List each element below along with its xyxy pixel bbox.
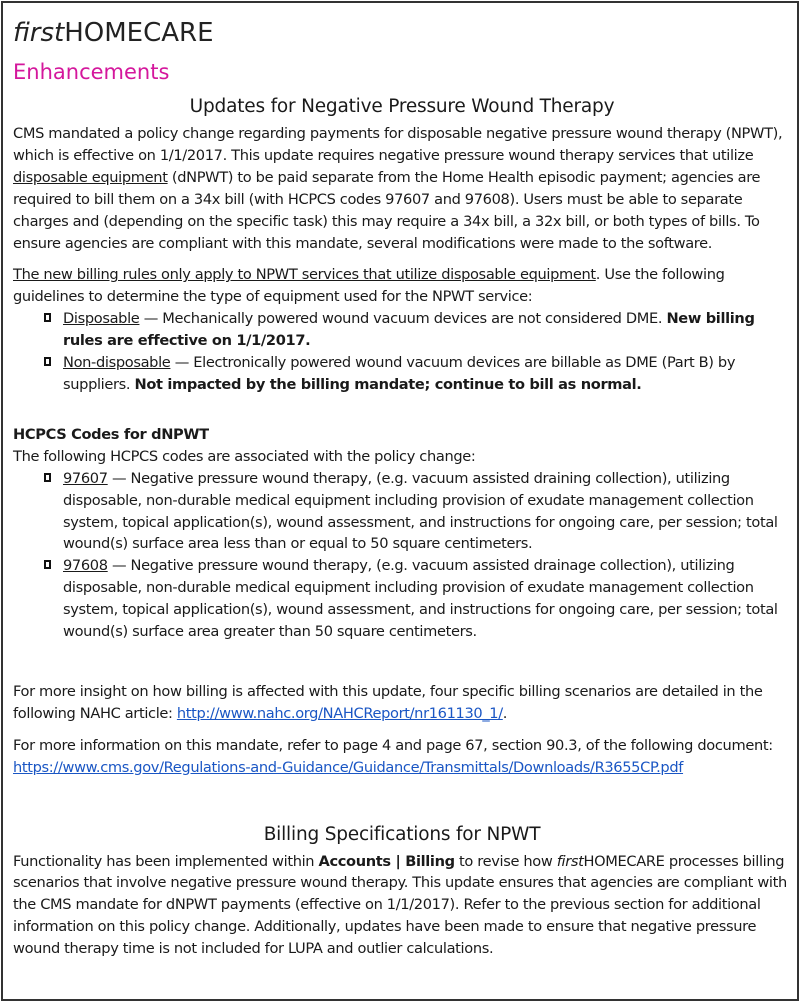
bullet-box-icon <box>44 357 51 366</box>
hcpcs-heading: HCPCS Codes for dNPWT <box>13 425 209 443</box>
list-item-non-disposable: Non-disposable — Electronically powered wound vacuum devices are billable as DME (Part B) by suppliers. Not impacted by the billing mandate; continue to bill as normal. <box>13 352 791 396</box>
section-title-billing: Billing Specifications for NPWT <box>263 823 541 845</box>
list-item-97608: 97608 — Negative pressure wound therapy, (e.g. vacuum assisted drainage collection), utilizing disposable, non-durable medical equipment including provision of exudate management collection system, topical application(s), wound assessment, and instructions for ongoing care, per session; total wound(s) surface area greater than 50 square centimeters. <box>13 555 791 643</box>
list-item-disposable: Disposable — Mechanically powered wound vacuum devices are not considered DME. New billing rules are effective on 1/1/2017. <box>13 308 791 352</box>
brand-title: firstHOMECARE <box>13 18 214 48</box>
intro-paragraph: CMS mandated a policy change regarding payments for disposable negative pressure wound therapy (NPWT), which is effective on 1/1/2017. This update requires negative pressure wound therapy services that utilize disposable equipment (dNPWT) to be paid separate from the Home Health episodic payment; agencies are required to bill them on a 34x bill (with HCPCS codes 97607 and 97608). Users must be able to separate charges and (depending on the specific task) this may require a 34x bill, a 32x bill, or both types of bills. To ensure agencies are compliant with this mandate, several modifications were made to the software. <box>13 125 783 252</box>
list-item-97607: 97607 — Negative pressure wound therapy, (e.g. vacuum assisted draining collection), utilizing disposable, non-durable medical equipment including provision of exudate management collection system, topical application(s), wound assessment, and instructions for ongoing care, per session; total wound(s) surface area less than or equal to 50 square centimeters. <box>13 468 791 556</box>
bullet-box-icon <box>44 560 51 569</box>
billing-paragraph: Functionality has been implemented within Accounts | Billing to revise how firstHOMECARE processes billing scenarios that involve negative pressure wound therapy. This update ensures that agencies are compliant with the CMS mandate for dNPWT payments (effective on 1/1/2017). Refer to the previous section for additional information on this policy change. Additionally, updates have been made to ensure that negative pressure wound therapy time is not included for LUPA and outlier calculations. <box>13 852 787 958</box>
section-title-npwt: Updates for Negative Pressure Wound Therapy <box>189 96 615 117</box>
insight-paragraph: For more insight on how billing is affected with this update, four specific billing scenarios are detailed in the following NAHC article: http://www.nahc.org/NAHCReport/nr161130_1/. <box>13 682 763 722</box>
bullet-box-icon <box>44 313 51 322</box>
rules-paragraph: The new billing rules only apply to NPWT services that utilize disposable equipment. Use the following guidelines to determine the type of equipment used for the NPWT service: <box>13 266 725 306</box>
equipment-list <box>13 308 791 396</box>
nahc-link[interactable]: http://www.nahc.org/NAHCReport/nr161130_1/ <box>176 704 503 722</box>
codes-list <box>13 468 791 643</box>
document-body <box>13 17 791 970</box>
cms-link[interactable]: https://www.cms.gov/Regulations-and-Guidance/Guidance/Transmittals/Downloads/R3655CP.pdf <box>13 758 684 776</box>
more-info-paragraph: For more information on this mandate, refer to page 4 and page 67, section 90.3, of the following document: https://www.cms.gov/Regulations-and-Guidance/Guidance/Transmittals/Downloads/R3655CP.pdf <box>13 736 773 776</box>
codes-intro: The following HCPCS codes are associated with the policy change: <box>13 447 476 465</box>
bullet-box-icon <box>44 473 51 482</box>
enhancements-heading: Enhancements <box>13 60 170 84</box>
